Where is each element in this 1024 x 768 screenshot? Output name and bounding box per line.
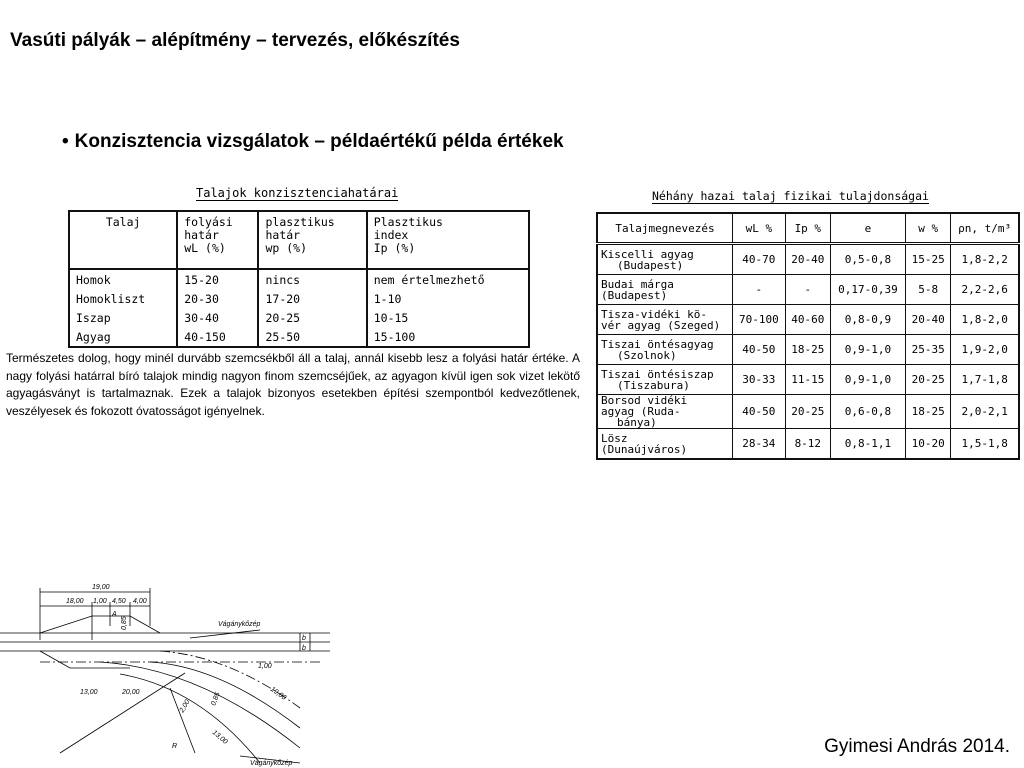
table-cell: 25-50 <box>258 327 366 347</box>
table-cell: 20-25 <box>785 395 830 429</box>
track-cross-section-drawing <box>0 578 330 768</box>
table2-header-e: e <box>830 213 905 244</box>
table-cell: Homok <box>76 272 111 287</box>
table-cell: 10-15 <box>367 308 529 327</box>
table-cell: 0,5-0,8 <box>830 244 905 275</box>
soil-name-cell: Borsod vidéki agyag (Ruda- bánya) <box>597 395 733 429</box>
table-cell: 1,9-2,0 <box>951 335 1019 365</box>
table-cell: 20-25 <box>906 365 951 395</box>
dimension-label: 4,50 <box>112 598 126 605</box>
table-cell: 15-20 <box>177 269 258 289</box>
table1-header-soil: Talaj <box>69 211 177 269</box>
table-cell: 15-25 <box>906 244 951 275</box>
soil-name-cell: Budai márga (Budapest) <box>597 275 733 305</box>
table-cell: 40-50 <box>733 395 786 429</box>
table-cell: Homokliszt <box>76 291 146 306</box>
table1-header-plasticity-index: Plasztikus index Ip (%) <box>367 211 529 269</box>
table-row <box>597 244 1019 275</box>
soil-name-cell: Lösz (Dunaújváros) <box>597 429 733 460</box>
table2-header-row <box>597 213 1019 244</box>
table-cell: - <box>733 275 786 305</box>
dimension-label: b <box>302 635 306 642</box>
table1-header-row <box>69 211 529 269</box>
table-cell: 20-40 <box>906 305 951 335</box>
table-cell: 20-40 <box>785 244 830 275</box>
table-row <box>597 365 1019 395</box>
table1-header-plastic-limit: plasztikus határ wp (%) <box>258 211 366 269</box>
dimension-label: 0,85 <box>121 616 128 630</box>
soil-name-cell: Tiszai öntésiszap (Tiszabura) <box>597 365 733 395</box>
table-cell: 40-150 <box>177 327 258 347</box>
table-cell: 0,6-0,8 <box>830 395 905 429</box>
table-cell: 0,17-0,39 <box>830 275 905 305</box>
table-cell: 28-34 <box>733 429 786 460</box>
dimension-label: 13,00 <box>210 729 229 746</box>
table-cell: 0,8-0,9 <box>830 305 905 335</box>
table-cell: 30-33 <box>733 365 786 395</box>
table1-header-liquid-limit: folyási határ wL (%) <box>177 211 258 269</box>
table-row <box>69 327 529 347</box>
table-cell: 70-100 <box>733 305 786 335</box>
table2-header-name: Talajmegnevezés <box>597 213 733 244</box>
dimension-label: 19,00 <box>92 584 110 591</box>
soil-name-cell: Kiscelli agyag (Budapest) <box>597 244 733 275</box>
table-cell: 2,0-2,1 <box>951 395 1019 429</box>
table-cell: 2,2-2,6 <box>951 275 1019 305</box>
explanation-paragraph: Természetes dolog, hogy minél durvább szemcsékből áll a talaj, annál kisebb lesz a folyási határ értéke. A nagy folyási határral bíró talajok mindig nagyon finom szemcséjűek, az agyagon kívül igen sok vizet lekötő agyagásványt is tartalmaznak. Ezek a talajok bizonyos esetekben építési szempontból kedvezőtlenek, veszélyesek és fokozott óvatosságot igényelnek. <box>6 351 580 418</box>
table-cell: 18-25 <box>785 335 830 365</box>
table-cell: 1,7-1,8 <box>951 365 1019 395</box>
table-row <box>597 275 1019 305</box>
table-cell: nem értelmezhető <box>367 269 529 289</box>
dimension-label: 2,00 <box>178 698 192 714</box>
table-cell: 0,9-1,0 <box>830 335 905 365</box>
table-cell: 20-25 <box>258 308 366 327</box>
dimension-label: 1,00 <box>93 598 107 605</box>
table-cell: nincs <box>258 269 366 289</box>
soil-name-cell: Tiszai öntésagyag (Szolnok) <box>597 335 733 365</box>
radius-label: R <box>172 743 178 750</box>
table-cell: 18-25 <box>906 395 951 429</box>
slide-title: Vasúti pályák – alépítmény – tervezés, előkészítés <box>10 30 460 51</box>
soil-properties-table <box>596 212 1020 460</box>
table-cell: 1,8-2,0 <box>951 305 1019 335</box>
table-cell: - <box>785 275 830 305</box>
track-axis-label: Vágánykőzép <box>218 621 261 628</box>
table-cell: 1,5-1,8 <box>951 429 1019 460</box>
table-cell: 30-40 <box>177 308 258 327</box>
table2-header-wl: wL % <box>733 213 786 244</box>
table-cell: 0,8-1,1 <box>830 429 905 460</box>
bullet-symbol: • <box>62 131 69 152</box>
table-row <box>69 269 529 289</box>
table-row <box>597 335 1019 365</box>
dimension-label: b <box>302 645 306 652</box>
table2-header-ip: Ip % <box>785 213 830 244</box>
table-cell: 25-35 <box>906 335 951 365</box>
table-cell: 1-10 <box>367 289 529 308</box>
table-row <box>597 305 1019 335</box>
table2-caption: Néhány hazai talaj fizikai tulajdonságai <box>652 189 929 203</box>
consistency-limits-table <box>68 210 530 348</box>
bullet-text: Konzisztencia vizsgálatok – példaértékű példa értékek <box>74 131 564 152</box>
table-cell: 20-30 <box>177 289 258 308</box>
table-row <box>597 395 1019 429</box>
table-row <box>69 289 529 308</box>
table-cell: 8-12 <box>785 429 830 460</box>
track-axis-label-bottom: Vágánykőzép <box>250 760 293 767</box>
table1-caption: Talajok konzisztenciahatárai <box>196 186 399 200</box>
table2-header-density: ρn, t/m³ <box>951 213 1019 244</box>
dimension-label: A <box>112 611 117 618</box>
table-cell: 5-8 <box>906 275 951 305</box>
table-cell: 15-100 <box>367 327 529 347</box>
table-row <box>597 429 1019 460</box>
soil-name-cell: Tisza-vidéki kö- vér agyag (Szeged) <box>597 305 733 335</box>
table-cell: 1,8-2,2 <box>951 244 1019 275</box>
dimension-label: 18,00 <box>66 598 84 605</box>
dimension-label: 13,00 <box>80 689 98 696</box>
author-footer: Gyimesi András 2014. <box>824 736 1010 757</box>
table-cell: 10-20 <box>906 429 951 460</box>
table-cell: 0,9-1,0 <box>830 365 905 395</box>
dimension-label: 19,00 <box>268 685 288 702</box>
dimension-label: 20,00 <box>122 689 140 696</box>
table-cell: 17-20 <box>258 289 366 308</box>
dimension-label: 1,00 <box>258 663 272 670</box>
table-cell: 40-60 <box>785 305 830 335</box>
bullet-heading <box>62 131 564 153</box>
table-cell: Iszap <box>76 310 111 325</box>
table-row <box>69 308 529 327</box>
table-cell: 40-70 <box>733 244 786 275</box>
table2-header-w: w % <box>906 213 951 244</box>
dimension-label: 0,85 <box>210 691 222 707</box>
table-cell: 11-15 <box>785 365 830 395</box>
table-cell: Agyag <box>76 329 111 344</box>
table-cell: 40-50 <box>733 335 786 365</box>
dimension-label: 4,00 <box>133 598 147 605</box>
